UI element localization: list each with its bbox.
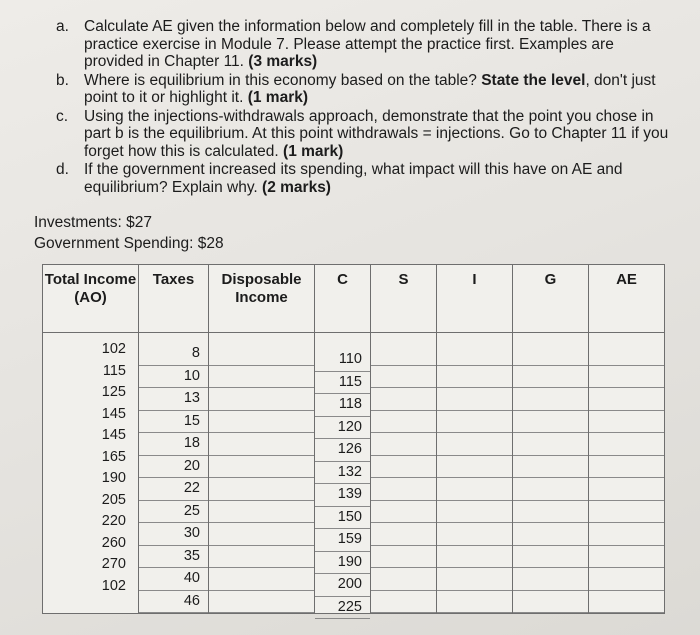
question-b [34,72,674,107]
table-cell: 145 [101,427,126,443]
government-column [513,333,589,614]
table-cell: 205 [101,491,126,508]
blank-cell [589,388,664,411]
table-cell: 10 [139,366,208,389]
table-cell: 200 [315,574,370,597]
blank-cell [513,343,588,366]
table-cell: 190 [101,470,126,486]
header-c: C [315,265,371,333]
blank-cell [371,478,436,501]
blank-cell [371,501,436,524]
blank-cell [437,568,512,591]
blank-cell [209,591,314,614]
blank-cell [513,456,588,479]
blank-cell [371,546,436,569]
question-text: If the government increased its spending, what impact will this have on AE and equilibrium? Explain why. [84,161,623,196]
table-cell: 40 [139,568,208,591]
table-cell: 110 [315,349,370,372]
blank-cell [513,523,588,546]
table-cell: 22 [139,478,208,501]
blank-cell [589,591,664,614]
question-marks: (1 mark) [247,89,309,106]
total-income-values [43,339,138,597]
blank-cell [209,411,314,434]
blank-cell [371,343,436,366]
table-cell: 126 [315,439,370,462]
blank-cell [437,523,512,546]
blank-cell [437,388,512,411]
header-i: I [437,265,513,333]
question-letter: a. [56,18,69,35]
blank-rows [589,343,664,613]
blank-cell [371,523,436,546]
table-cell: 20 [139,456,208,479]
blank-cell [589,546,664,569]
table-cell: 15 [139,411,208,434]
question-letter: b. [56,71,69,89]
blank-cell [437,411,512,434]
government-spending-value: Government Spending: $28 [34,235,224,252]
table-cell: 150 [315,507,370,530]
question-letter: d. [56,161,69,178]
blank-cell [513,501,588,524]
blank-cell [371,591,436,614]
table-cell: 225 [315,597,370,620]
blank-cell [513,568,588,591]
table-cell: 35 [139,546,208,569]
blank-rows [371,343,436,613]
blank-cell [371,433,436,456]
taxes-column [139,333,209,614]
blank-cell [513,366,588,389]
blank-cell [513,478,588,501]
blank-cell [513,591,588,614]
blank-cell [371,388,436,411]
question-text: Calculate AE given the information below and completely fill in the table. There is a practice exercise in Module 7. Please attempt the practice first. Examples are provided in Chapter 11. [84,18,651,70]
ae-table [42,264,665,614]
blank-cell [209,433,314,456]
header-ae: AE [589,265,665,333]
blank-cell [371,366,436,389]
table-cell: 115 [102,362,126,379]
table-cell: 220 [101,513,126,529]
blank-cell [589,433,664,456]
blank-cell [437,501,512,524]
blank-cell [209,366,314,389]
question-marks: (1 mark) [283,142,344,160]
blank-cell [589,568,664,591]
header-disposable-income: Disposable Income [209,265,315,333]
question-c [34,108,674,161]
table-cell: 25 [139,501,208,524]
table-cell: 260 [101,534,126,551]
blank-cell [371,568,436,591]
question-list [34,18,674,197]
table-cell: 102 [101,577,126,594]
blank-cell [209,523,314,546]
blank-cell [209,568,314,591]
question-text-after: , don't just point to it or highlight it. [84,71,656,106]
question-a [34,18,674,71]
table-cell: 132 [315,462,370,485]
blank-cell [209,456,314,479]
blank-cell [513,546,588,569]
blank-cell [513,411,588,434]
blank-cell [437,366,512,389]
header-s: S [371,265,437,333]
table-cell: 30 [139,523,208,546]
table-cell: 165 [101,448,126,465]
disposable-income-column [209,333,315,614]
blank-cell [589,456,664,479]
blank-cell [589,343,664,366]
blank-cell [437,478,512,501]
blank-cell [589,411,664,434]
consumption-column [315,333,371,614]
question-emphasis: State the level [481,71,586,89]
blank-cell [437,343,512,366]
savings-column [371,333,437,614]
question-marks: (3 marks) [248,53,318,70]
ae-column [589,333,665,614]
table-cell: 18 [139,433,208,456]
blank-cell [209,388,314,411]
table-data-row [43,333,665,614]
table-cell: 13 [139,388,208,411]
table-cell: 270 [101,556,126,572]
table-cell: 190 [315,552,370,575]
total-income-column [43,333,139,614]
blank-rows [513,343,588,613]
table-cell: 125 [101,384,126,400]
taxes-values [139,343,208,613]
investments-value: Investments: $27 [34,214,153,231]
blank-rows [209,343,314,613]
table-cell: 139 [315,484,370,507]
blank-cell [513,388,588,411]
header-g: G [513,265,589,333]
question-letter: c. [56,107,69,125]
blank-cell [437,456,512,479]
table-cell: 159 [315,529,370,552]
blank-cell [437,433,512,456]
question-text: Using the injections-withdrawals approach, demonstrate that the point you chose in part b is the equilibrium. At this point withdrawals = injections. Go to Chapter 11 if you forget how this is calculated. [84,107,669,160]
blank-cell [209,501,314,524]
table-cell: 102 [101,341,126,357]
blank-cell [209,546,314,569]
blank-rows [437,343,512,613]
question-d [34,161,674,196]
consumption-values [315,349,370,619]
blank-cell [589,523,664,546]
table-cell: 118 [315,394,370,417]
table-header-row [43,265,665,333]
table-cell: 115 [315,372,370,395]
question-text: Where is equilibrium in this economy based on the table? [84,71,482,89]
header-total-income: Total Income (AO) [43,265,139,333]
blank-cell [589,366,664,389]
table-cell: 46 [139,591,208,614]
blank-cell [209,478,314,501]
blank-cell [437,591,512,614]
blank-cell [371,456,436,479]
blank-cell [513,433,588,456]
question-marks: (2 marks) [262,178,331,196]
header-taxes: Taxes [139,265,209,333]
investment-column [437,333,513,614]
blank-cell [371,411,436,434]
table-cell: 120 [315,417,370,440]
blank-cell [589,478,664,501]
blank-cell [209,343,314,366]
table-cell: 8 [139,343,208,366]
table-cell: 145 [101,405,126,422]
blank-cell [589,501,664,524]
blank-cell [437,546,512,569]
